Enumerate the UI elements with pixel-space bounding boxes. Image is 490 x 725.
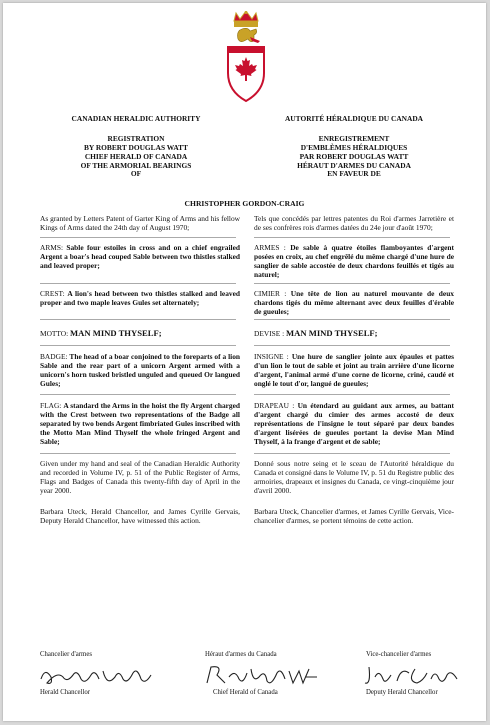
- fr-header-line: HÉRAUT D'ARMES DU CANADA: [297, 160, 411, 170]
- en-flag: [40, 401, 240, 446]
- fr-header-line: EN FAVEUR DE: [327, 169, 381, 179]
- fr-crest-text: Une tête de lion au naturel mouvante de deux chardons tigés du même alternant avec deux feuilles d'érable de gueules;: [254, 289, 454, 317]
- fr-crest: [254, 289, 454, 316]
- en-header-line: OF: [130, 169, 142, 179]
- en-badge: [40, 352, 240, 388]
- fr-motto-text: MAN MIND THYSELF;: [286, 328, 378, 338]
- lion-icon: [238, 28, 261, 43]
- en-motto: [40, 328, 240, 338]
- divider: [254, 319, 450, 320]
- en-header-line: BY ROBERT DOUGLAS WATT: [84, 142, 188, 152]
- fr-flag: [254, 401, 454, 446]
- en-header-line: OF THE ARMORIAL BEARINGS: [80, 160, 192, 170]
- fr-intro: Tels que concédés par lettres patentes du Roi d'armes Jarretière et de ses confrères rois d'armes datées du 24e jour d'août 1970;: [254, 214, 454, 233]
- divider: [40, 345, 236, 346]
- divider: [40, 237, 236, 238]
- en-motto-label: MOTTO:: [40, 329, 71, 338]
- fr-flag-text: Un étendard au guidant aux armes, au battant d'argent chargé du cimier des armes accosté de deux représentations de l'insigne le tout séparé par deux bandes d'argent lisérées de gueules portant la devise Man Mind Thyself, à la frange d'argent et de sable;: [254, 401, 454, 447]
- divider: [254, 453, 450, 454]
- en-flag-label: FLAG:: [40, 401, 64, 410]
- en-arms-label: ARMS:: [40, 243, 67, 252]
- left-sig-title-fr: Chancelier d'armes: [40, 651, 92, 658]
- divider: [254, 237, 450, 238]
- fr-header-line: ENREGISTREMENT: [318, 133, 390, 143]
- en-authority-title: CANADIAN HERALDIC AUTHORITY: [71, 114, 201, 123]
- en-arms: [40, 243, 240, 270]
- fr-arms-label: ARMES :: [254, 243, 291, 252]
- right-sig-title-fr: Vice-chancelier d'armes: [366, 651, 432, 658]
- deputy-herald-chancellor-signature: [361, 661, 471, 691]
- center-sig-title-fr: Héraut d'armes du Canada: [205, 651, 277, 658]
- fr-flag-label: DRAPEAU :: [254, 401, 298, 410]
- fr-header-line: D'EMBLÈMES HÉRALDIQUES: [300, 142, 408, 152]
- en-flag-text: A standard the Arms in the hoist the fly Argent charged with the Crest between two representations of the Badge all separated by two bends Argent fimbriated Gules inscribed with the Motto Man Mind Thyself the whole fringed Argent and Sable;: [40, 401, 240, 447]
- fr-badge: [254, 352, 454, 388]
- fr-given: Donné sous notre seing et le sceau de l'Autorité héraldique du Canada et consigné dans le Volume IV, p. 51 du Registre public des armoiries, drapeaux et insignes du Canada, ce vingt-cinquième jour d'avril 2000.: [254, 459, 454, 496]
- left-sig-title-en: Herald Chancellor: [40, 689, 91, 696]
- herald-chancellor-signature: [37, 661, 177, 691]
- right-sig-title-en: Deputy Herald Chancellor: [366, 689, 438, 696]
- chief-herald-signature: [201, 661, 331, 691]
- fr-crest-label: CIMIER :: [254, 289, 291, 298]
- en-crest-label: CREST:: [40, 289, 68, 298]
- document-page: [3, 3, 486, 721]
- divider: [254, 394, 450, 395]
- fr-witness: Barbara Uteck, Chancelier d'armes, et James Cyrille Gervais, Vice-chancelier d'armes, se portent témoins de cette action.: [254, 507, 454, 526]
- en-badge-text: The head of a boar conjoined to the foreparts of a lion Sable and the rear part of a unicorn Argent armed with a unicorn's horn tusked bristled unguled and queued Or langued Gules;: [40, 352, 240, 389]
- divider: [40, 453, 236, 454]
- fr-arms: [254, 243, 454, 279]
- fr-arms-text: De sable à quatre étoiles flamboyantes d'argent posées en croix, au chef engrêlé du même chargé d'une hure de sanglier de sable accostée de deux chardons feuillés et tigés au naturel;: [254, 243, 454, 280]
- french-header: [254, 115, 454, 179]
- heraldic-authority-emblem: [218, 11, 274, 103]
- center-sig-title-en: Chief Herald of Canada: [213, 689, 278, 696]
- en-badge-label: BADGE:: [40, 352, 70, 361]
- en-crest-text: A lion's head between two thistles stalked and leaved proper and two maple leaves Gules set alternately;: [40, 289, 240, 308]
- en-header-line: CHIEF HERALD OF CANADA: [84, 151, 188, 161]
- divider: [40, 283, 236, 284]
- fr-badge-text: Une hure de sanglier jointe aux épaules et pattes d'un lion le tout de sable et joint au train arrière d'une licorne d'argent, l'animal armé d'une corne de licorne, criné, caudé et onglé le tout d'or, langué de gueules;: [254, 352, 454, 389]
- en-crest: [40, 289, 240, 307]
- grantee-name: CHRISTOPHER GORDON-CRAIG: [184, 199, 305, 208]
- en-given: Given under my hand and seal of the Canadian Heraldic Authority and recorded in Volume IV, p. 51 of the Public Register of Arms, Flags and Badges of Canada this twenty-fifth day of April in the year 2000.: [40, 459, 240, 496]
- fr-header-line: PAR ROBERT DOUGLAS WATT: [299, 151, 409, 161]
- en-motto-text: MAN MIND THYSELF;: [70, 328, 162, 338]
- divider: [254, 283, 450, 284]
- fr-motto: [254, 328, 454, 338]
- shield-icon: [228, 47, 264, 101]
- divider: [254, 345, 450, 346]
- english-header: [36, 115, 236, 179]
- divider: [40, 319, 236, 320]
- fr-motto-label: DEVISE :: [254, 329, 287, 338]
- en-arms-text: Sable four estoiles in cross and on a chief engrailed Argent a boar's head couped Sable between two thistles stalked and leaved proper;: [40, 243, 240, 271]
- en-witness: Barbara Uteck, Herald Chancellor, and James Cyrille Gervais, Deputy Herald Chancellor, have witnessed this action.: [40, 507, 240, 526]
- en-intro: As granted by Letters Patent of Garter King of Arms and his fellow Kings of Arms dated the 24th day of August 1970;: [40, 214, 240, 233]
- fr-badge-label: INSIGNE :: [254, 352, 292, 361]
- en-header-line: REGISTRATION: [107, 133, 165, 143]
- divider: [40, 394, 236, 395]
- fr-authority-title: AUTORITÉ HÉRALDIQUE DU CANADA: [284, 114, 424, 123]
- crown-icon: [234, 11, 258, 27]
